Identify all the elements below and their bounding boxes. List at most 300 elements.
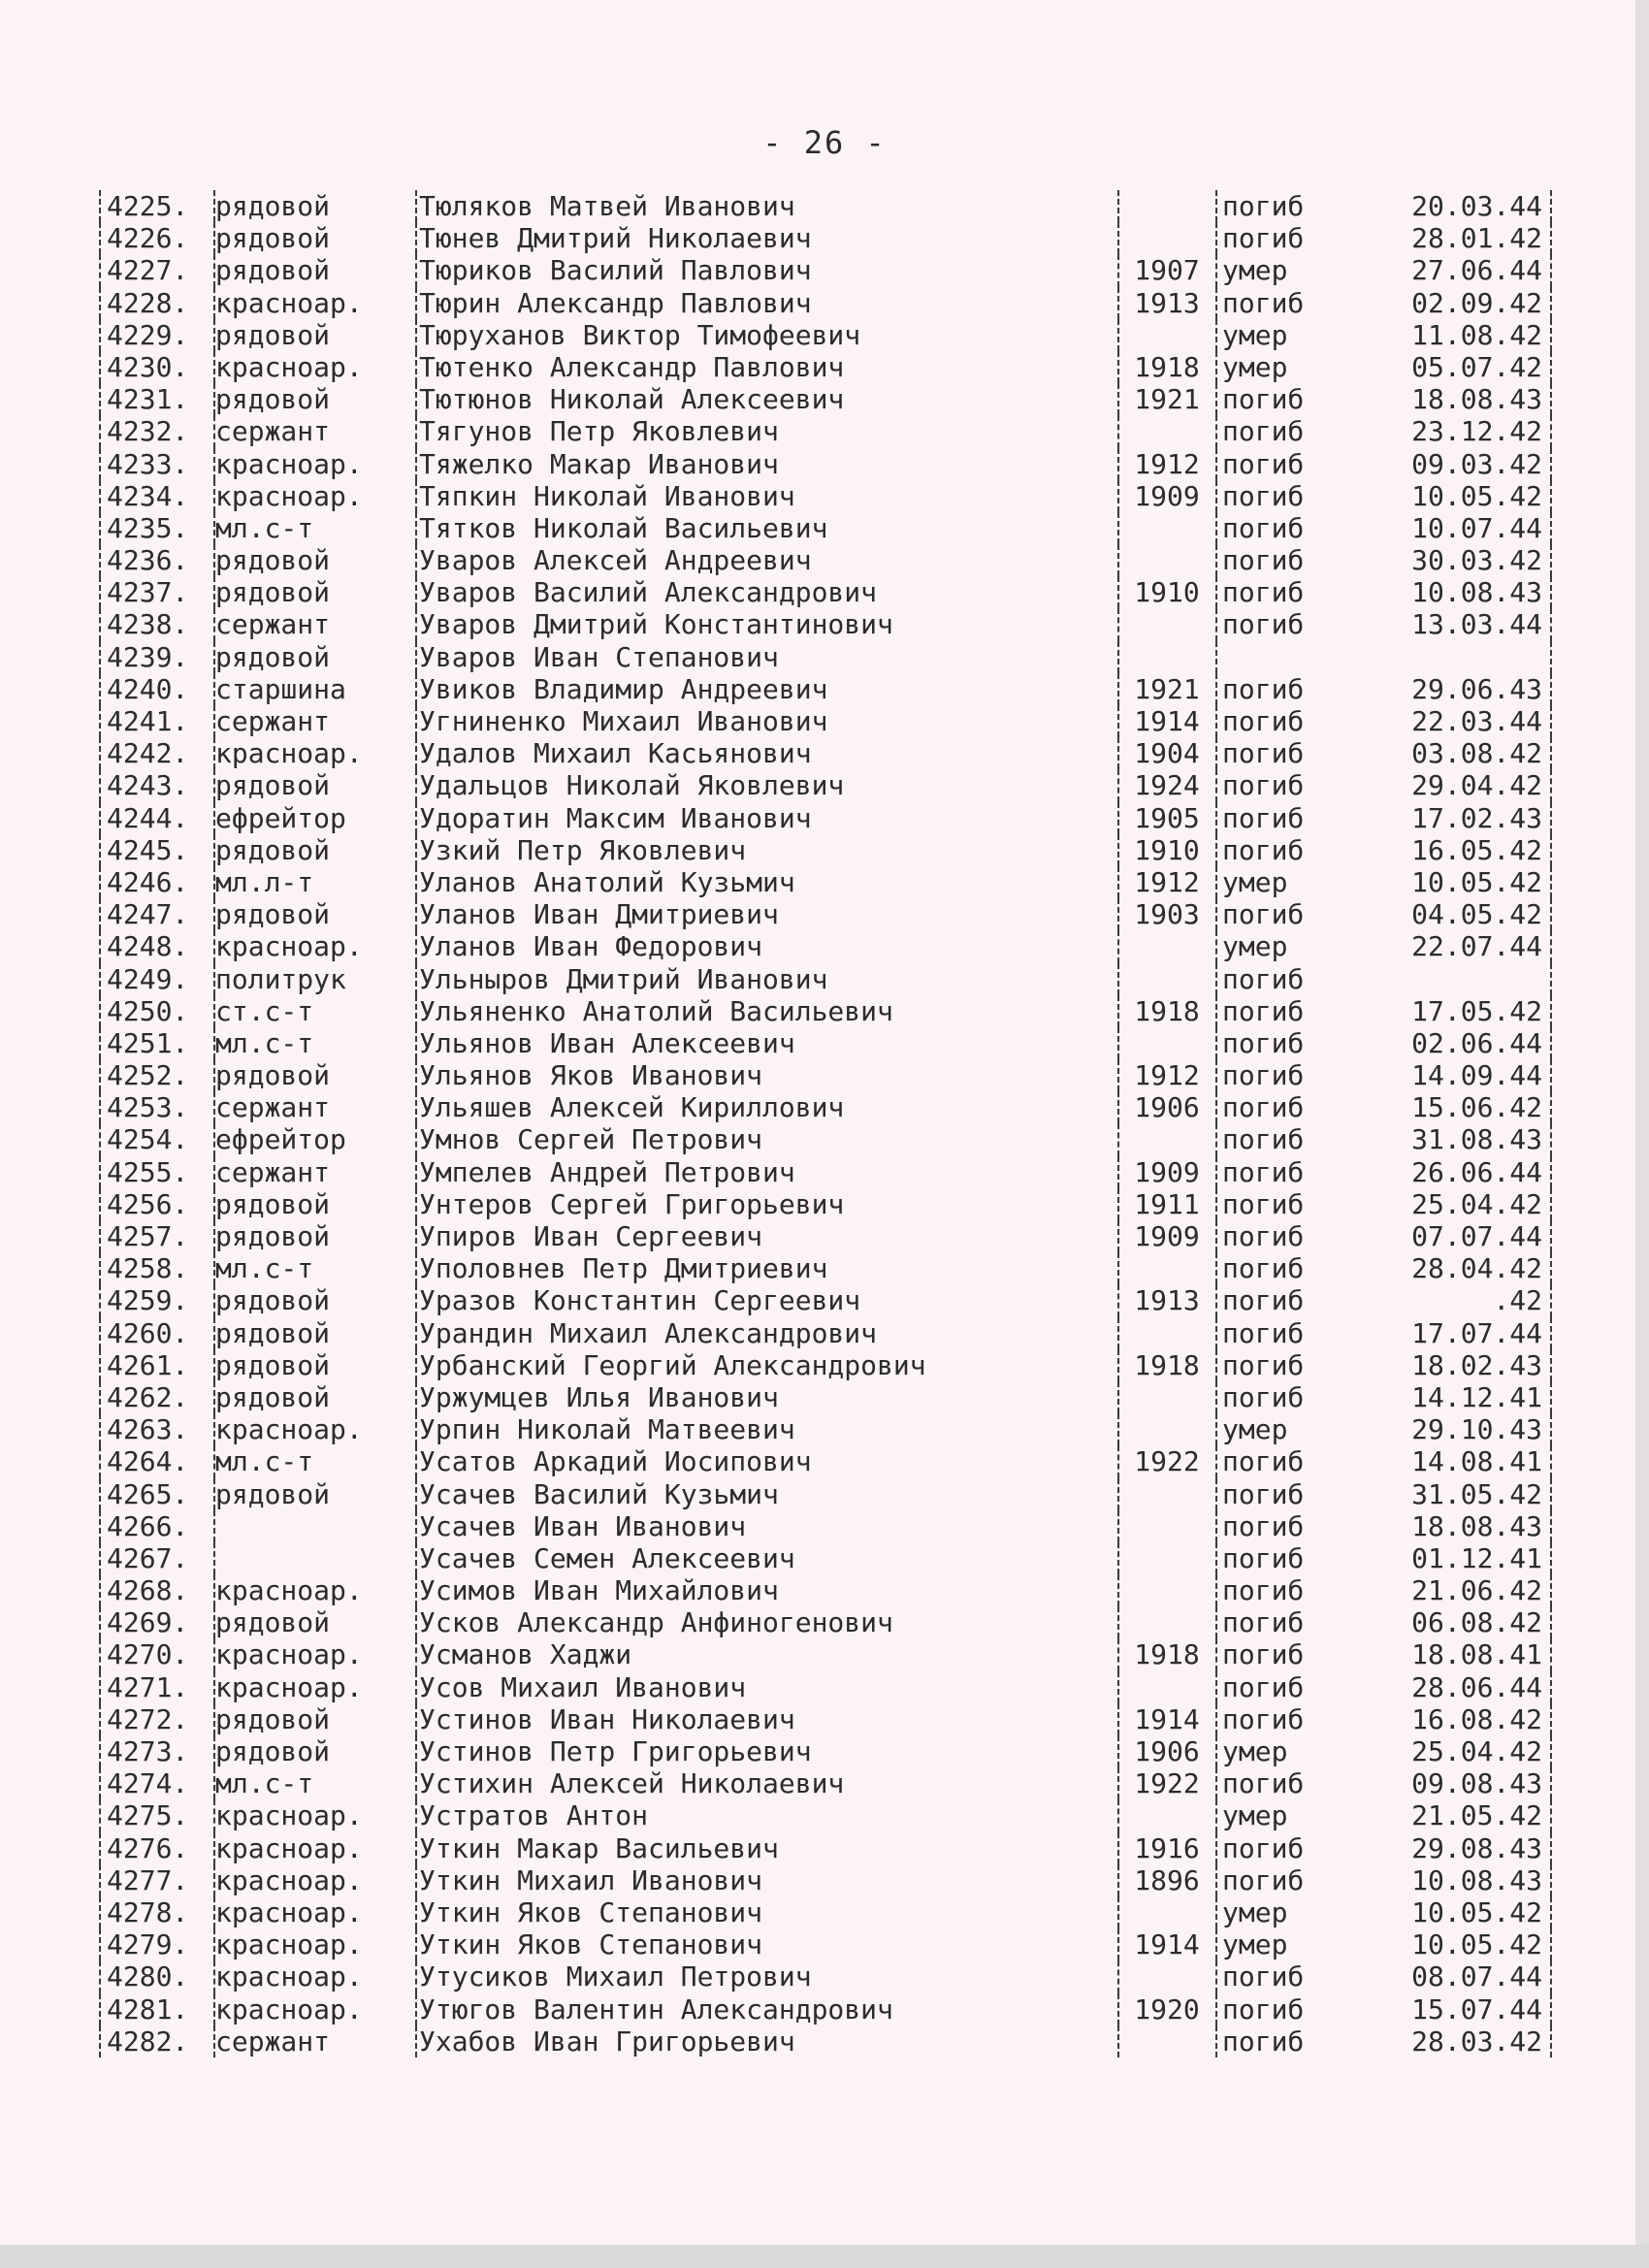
fate-status: погиб: [1222, 1026, 1305, 1059]
fate-date: 27.06.44: [1411, 254, 1542, 287]
register-row: [107, 1413, 1562, 1445]
column-divider: [99, 995, 101, 1027]
rank: красноар.: [215, 930, 363, 963]
column-divider: [99, 1832, 101, 1864]
column-divider: [1550, 673, 1552, 705]
record-number: 4267.: [107, 1541, 189, 1574]
column-divider: [415, 383, 417, 415]
full-name: Увиков Владимир Андреевич: [419, 672, 828, 705]
column-divider: [415, 898, 417, 930]
full-name: Унтеров Сергей Григорьевич: [419, 1187, 845, 1220]
rank: политрук: [215, 962, 346, 995]
column-divider: [1215, 2025, 1217, 2057]
fate-date: 10.05.42: [1411, 1928, 1542, 1961]
column-divider: [99, 1606, 101, 1638]
fate-status: погиб: [1222, 1155, 1305, 1188]
column-divider: [99, 834, 101, 866]
fate-status: умер: [1222, 1413, 1288, 1446]
register-row: [107, 1671, 1562, 1703]
record-number: 4230.: [107, 350, 189, 383]
register-row: [107, 190, 1562, 222]
column-divider: [415, 1091, 417, 1123]
column-divider: [1215, 1993, 1217, 2025]
rank: рядовой: [215, 833, 331, 866]
full-name: Усманов Хаджи: [419, 1638, 632, 1671]
record-number: 4260.: [107, 1316, 189, 1349]
record-number: 4264.: [107, 1445, 189, 1478]
fate-status: погиб: [1222, 1220, 1305, 1252]
rank: рядовой: [215, 1735, 331, 1767]
column-divider: [415, 190, 417, 222]
record-number: 4242.: [107, 737, 189, 770]
column-divider: [99, 1960, 101, 1993]
rank: мл.л-т: [215, 865, 314, 898]
rank: сержант: [215, 608, 331, 641]
full-name: Уткин Макар Васильевич: [419, 1831, 779, 1864]
column-divider: [1215, 1960, 1217, 1993]
full-name: Уполовнев Петр Дмитриевич: [419, 1252, 828, 1285]
record-number: 4248.: [107, 930, 189, 963]
fate-status: погиб: [1222, 544, 1305, 577]
register-row: [107, 1091, 1562, 1123]
column-divider: [415, 1864, 417, 1896]
fate-status: погиб: [1222, 190, 1305, 222]
fate-date: 29.08.43: [1411, 1831, 1542, 1864]
column-divider: [1215, 1252, 1217, 1284]
fate-date: 01.12.41: [1411, 1541, 1542, 1574]
column-divider: [415, 930, 417, 962]
fate-date: 18.08.41: [1411, 1638, 1542, 1671]
fate-date: 25.04.42: [1411, 1735, 1542, 1767]
column-divider: [99, 1478, 101, 1510]
rank: старшина: [215, 672, 346, 705]
record-number: 4246.: [107, 865, 189, 898]
fate-date: 06.08.42: [1411, 1606, 1542, 1639]
register-row: [107, 1123, 1562, 1155]
column-divider: [1550, 1606, 1552, 1638]
column-divider: [1215, 1735, 1217, 1767]
column-divider: [1550, 512, 1552, 544]
column-divider: [1215, 1864, 1217, 1896]
register-row: [107, 576, 1562, 608]
fate-status: погиб: [1222, 1509, 1305, 1542]
column-divider: [99, 1574, 101, 1606]
full-name: Тяпкин Николай Иванович: [419, 479, 795, 512]
column-divider: [1215, 1767, 1217, 1799]
scan-bottom-strip: [0, 2245, 1649, 2268]
rank: мл.с-т: [215, 511, 314, 544]
column-divider: [415, 995, 417, 1027]
column-divider: [1215, 1188, 1217, 1220]
fate-date: 16.05.42: [1411, 833, 1542, 866]
column-divider: [1550, 898, 1552, 930]
column-divider: [1550, 1349, 1552, 1381]
column-divider: [99, 1542, 101, 1574]
column-divider: [1215, 737, 1217, 769]
fate-date: 17.05.42: [1411, 994, 1542, 1027]
record-number: 4256.: [107, 1187, 189, 1220]
column-divider: [99, 383, 101, 415]
fate-status: погиб: [1222, 608, 1305, 641]
column-divider: [415, 222, 417, 254]
register-row: [107, 1252, 1562, 1284]
column-divider: [1550, 1027, 1552, 1059]
birth-year: 1922: [1134, 1445, 1200, 1478]
fate-status: погиб: [1222, 1702, 1305, 1735]
birth-year: 1918: [1134, 1348, 1200, 1381]
full-name: Тятков Николай Васильевич: [419, 511, 828, 544]
column-divider: [99, 1671, 101, 1703]
column-divider: [1215, 351, 1217, 383]
column-divider: [1550, 1671, 1552, 1703]
column-divider: [1215, 222, 1217, 254]
full-name: Усачев Иван Иванович: [419, 1509, 747, 1542]
column-divider: [99, 1896, 101, 1928]
column-divider: [1550, 1542, 1552, 1574]
column-divider: [1550, 641, 1552, 673]
column-divider: [1550, 1896, 1552, 1928]
column-divider: [415, 1349, 417, 1381]
birth-year: 1921: [1134, 383, 1200, 416]
column-divider: [99, 673, 101, 705]
column-divider: [1215, 1317, 1217, 1349]
full-name: Удальцов Николай Яковлевич: [419, 769, 845, 802]
record-number: 4270.: [107, 1638, 189, 1671]
register-row: [107, 2025, 1562, 2057]
full-name: Уваров Василий Александрович: [419, 576, 878, 609]
birth-year: 1918: [1134, 1638, 1200, 1671]
column-divider: [99, 254, 101, 286]
column-divider: [1550, 769, 1552, 801]
column-divider: [99, 1252, 101, 1284]
record-number: 4247.: [107, 898, 189, 931]
column-divider: [1550, 1284, 1552, 1316]
column-divider: [1215, 415, 1217, 447]
rank: красноар.: [215, 479, 363, 512]
column-divider: [99, 1864, 101, 1896]
record-number: 4241.: [107, 705, 189, 737]
register-row: [107, 254, 1562, 286]
register-row: [107, 512, 1562, 544]
fate-status: погиб: [1222, 479, 1305, 512]
register-row: [107, 1703, 1562, 1735]
column-divider: [415, 544, 417, 576]
birth-year: 1921: [1134, 672, 1200, 705]
record-number: 4237.: [107, 576, 189, 609]
column-divider: [415, 1510, 417, 1542]
record-number: 4277.: [107, 1863, 189, 1896]
fate-status: погиб: [1222, 1187, 1305, 1220]
rank: рядовой: [215, 640, 331, 673]
rank: рядовой: [215, 1187, 331, 1220]
fate-date: 22.07.44: [1411, 930, 1542, 963]
record-number: 4265.: [107, 1477, 189, 1510]
rank: рядовой: [215, 1316, 331, 1349]
column-divider: [415, 1928, 417, 1960]
rank: рядовой: [215, 1348, 331, 1381]
column-divider: [1550, 1832, 1552, 1864]
fate-date: 03.08.42: [1411, 737, 1542, 770]
column-divider: [1550, 1638, 1552, 1670]
birth-year: 1907: [1134, 254, 1200, 287]
column-divider: [415, 866, 417, 898]
fate-status: погиб: [1222, 1606, 1305, 1639]
column-divider: [1550, 480, 1552, 512]
record-number: 4233.: [107, 447, 189, 480]
column-divider: [99, 222, 101, 254]
birth-year: 1912: [1134, 447, 1200, 480]
full-name: Усов Михаил Иванович: [419, 1670, 747, 1703]
column-divider: [1550, 866, 1552, 898]
rank: красноар.: [215, 1670, 363, 1703]
column-divider: [415, 1059, 417, 1091]
rank: красноар.: [215, 1895, 363, 1928]
record-number: 4271.: [107, 1670, 189, 1703]
full-name: Тюрин Александр Павлович: [419, 286, 812, 319]
full-name: Умпелев Андрей Петрович: [419, 1155, 795, 1188]
column-divider: [1550, 222, 1552, 254]
register-row: [107, 705, 1562, 737]
column-divider: [1550, 930, 1552, 962]
column-divider: [1215, 1220, 1217, 1252]
register-row: [107, 802, 1562, 834]
full-name: Усимов Иван Михайлович: [419, 1574, 779, 1607]
register-row: [107, 319, 1562, 351]
column-divider: [213, 1510, 215, 1542]
column-divider: [99, 287, 101, 319]
rank: красноар.: [215, 1863, 363, 1896]
column-divider: [415, 802, 417, 834]
column-divider: [99, 705, 101, 737]
column-divider: [415, 1317, 417, 1349]
register-row: [107, 1928, 1562, 1960]
full-name: Ульяненко Анатолий Васильевич: [419, 994, 893, 1027]
fate-date: 31.05.42: [1411, 1477, 1542, 1510]
column-divider: [1550, 1703, 1552, 1735]
fate-date: 23.12.42: [1411, 415, 1542, 448]
fate-status: погиб: [1222, 1670, 1305, 1703]
fate-date: 14.12.41: [1411, 1380, 1542, 1413]
fate-date: 13.03.44: [1411, 608, 1542, 641]
column-divider: [99, 1284, 101, 1316]
rank: красноар.: [215, 447, 363, 480]
fate-date: 05.07.42: [1411, 350, 1542, 383]
rank: рядовой: [215, 576, 331, 609]
birth-year: 1913: [1134, 1284, 1200, 1317]
full-name: Тютенко Александр Павлович: [419, 350, 845, 383]
column-divider: [1215, 1703, 1217, 1735]
column-divider: [415, 319, 417, 351]
fate-status: погиб: [1222, 1284, 1305, 1317]
fate-status: умер: [1222, 318, 1288, 351]
register-row: [107, 1896, 1562, 1928]
full-name: Удоратин Максим Иванович: [419, 801, 812, 834]
column-divider: [1550, 1413, 1552, 1445]
column-divider: [1550, 1445, 1552, 1477]
record-number: 4253.: [107, 1091, 189, 1124]
column-divider: [415, 963, 417, 995]
column-divider: [1215, 834, 1217, 866]
fate-status: погиб: [1222, 1960, 1305, 1993]
register-row: [107, 1574, 1562, 1606]
rank: рядовой: [215, 222, 331, 255]
full-name: Угниненко Михаил Иванович: [419, 705, 828, 737]
fate-date: 10.08.43: [1411, 576, 1542, 609]
register-row: [107, 1767, 1562, 1799]
birth-year: 1912: [1134, 1059, 1200, 1092]
fate-date: 10.05.42: [1411, 865, 1542, 898]
rank: рядовой: [215, 190, 331, 222]
column-divider: [415, 351, 417, 383]
column-divider: [415, 641, 417, 673]
birth-year: 1909: [1134, 1155, 1200, 1188]
full-name: Усачев Семен Алексеевич: [419, 1541, 795, 1574]
record-number: 4226.: [107, 222, 189, 255]
fate-status: погиб: [1222, 1059, 1305, 1092]
column-divider: [99, 319, 101, 351]
column-divider: [1550, 448, 1552, 480]
fate-status: умер: [1222, 1735, 1288, 1767]
fate-date: 29.04.42: [1411, 769, 1542, 802]
register-row: [107, 930, 1562, 962]
fate-status: погиб: [1222, 1445, 1305, 1478]
fate-date: 31.08.43: [1411, 1123, 1542, 1156]
full-name: Тягунов Петр Яковлевич: [419, 415, 779, 448]
rank: рядовой: [215, 318, 331, 351]
full-name: Ульянов Иван Алексеевич: [419, 1026, 795, 1059]
fate-date: 26.06.44: [1411, 1155, 1542, 1188]
column-divider: [99, 1059, 101, 1091]
fate-date: 09.08.43: [1411, 1767, 1542, 1800]
birth-year: 1910: [1134, 833, 1200, 866]
fate-date: 10.07.44: [1411, 511, 1542, 544]
page-number: - 26 -: [762, 124, 887, 161]
column-divider: [1215, 287, 1217, 319]
column-divider: [1215, 769, 1217, 801]
casualty-register: [107, 190, 1562, 2057]
column-divider: [415, 1671, 417, 1703]
column-divider: [1550, 963, 1552, 995]
column-divider: [99, 1510, 101, 1542]
column-divider: [415, 287, 417, 319]
register-row: [107, 1864, 1562, 1896]
column-divider: [1215, 1574, 1217, 1606]
column-divider: [99, 1445, 101, 1477]
rank: рядовой: [215, 1606, 331, 1639]
full-name: Уланов Иван Федорович: [419, 930, 763, 963]
record-number: 4232.: [107, 415, 189, 448]
rank: мл.с-т: [215, 1026, 314, 1059]
register-row: [107, 1220, 1562, 1252]
record-number: 4231.: [107, 383, 189, 416]
register-row: [107, 1027, 1562, 1059]
scan-edge: [1635, 0, 1649, 2268]
record-number: 4227.: [107, 254, 189, 287]
column-divider: [1215, 1671, 1217, 1703]
column-divider: [415, 1252, 417, 1284]
birth-year: 1918: [1134, 994, 1200, 1027]
full-name: Тюриков Василий Павлович: [419, 254, 812, 287]
column-divider: [1215, 1027, 1217, 1059]
full-name: Уткин Яков Степанович: [419, 1895, 763, 1928]
column-divider: [1550, 544, 1552, 576]
register-row: [107, 995, 1562, 1027]
column-divider: [99, 1638, 101, 1670]
fate-status: погиб: [1222, 737, 1305, 770]
fate-status: погиб: [1222, 705, 1305, 737]
column-divider: [1215, 608, 1217, 640]
record-number: 4273.: [107, 1735, 189, 1767]
column-divider: [99, 1799, 101, 1831]
register-row: [107, 673, 1562, 705]
full-name: Тютюнов Николай Алексеевич: [419, 383, 845, 416]
column-divider: [1550, 383, 1552, 415]
column-divider: [415, 1960, 417, 1993]
fate-status: погиб: [1222, 1091, 1305, 1124]
fate-date: 15.07.44: [1411, 1993, 1542, 2025]
rank: рядовой: [215, 1477, 331, 1510]
rank: рядовой: [215, 898, 331, 931]
record-number: 4281.: [107, 1993, 189, 2025]
column-divider: [415, 1413, 417, 1445]
fate-date: 14.09.44: [1411, 1059, 1542, 1092]
column-divider: [415, 608, 417, 640]
fate-date: 18.08.43: [1411, 1509, 1542, 1542]
register-row: [107, 866, 1562, 898]
birth-year: 1909: [1134, 479, 1200, 512]
column-divider: [415, 480, 417, 512]
column-divider: [1550, 1799, 1552, 1831]
record-number: 4235.: [107, 511, 189, 544]
fate-status: погиб: [1222, 1477, 1305, 1510]
birth-year: 1913: [1134, 286, 1200, 319]
fate-date: 07.07.44: [1411, 1220, 1542, 1252]
column-divider: [415, 1832, 417, 1864]
fate-date: 21.05.42: [1411, 1799, 1542, 1832]
column-divider: [99, 1767, 101, 1799]
fate-date: 28.01.42: [1411, 222, 1542, 255]
record-number: 4255.: [107, 1155, 189, 1188]
register-row: [107, 834, 1562, 866]
fate-status: погиб: [1222, 1863, 1305, 1896]
fate-status: погиб: [1222, 672, 1305, 705]
column-divider: [415, 1542, 417, 1574]
column-divider: [415, 448, 417, 480]
column-divider: [415, 1156, 417, 1188]
column-divider: [1215, 995, 1217, 1027]
rank: рядовой: [215, 1284, 331, 1317]
rank: мл.с-т: [215, 1252, 314, 1285]
register-row: [107, 1156, 1562, 1188]
rank: красноар.: [215, 286, 363, 319]
full-name: Уваров Алексей Андреевич: [419, 544, 812, 577]
column-divider: [99, 769, 101, 801]
record-number: 4240.: [107, 672, 189, 705]
fate-date: 10.08.43: [1411, 1863, 1542, 1896]
full-name: Уланов Анатолий Кузьмич: [419, 865, 795, 898]
register-row: [107, 1284, 1562, 1316]
rank: красноар.: [215, 1993, 363, 2025]
register-row: [107, 1510, 1562, 1542]
register-row: [107, 1381, 1562, 1413]
birth-year: 1904: [1134, 737, 1200, 770]
full-name: Ухабов Иван Григорьевич: [419, 2025, 795, 2057]
column-divider: [1215, 866, 1217, 898]
birth-year: 1914: [1134, 1702, 1200, 1735]
column-divider: [1550, 319, 1552, 351]
column-divider: [1550, 1928, 1552, 1960]
column-divider: [1215, 1413, 1217, 1445]
